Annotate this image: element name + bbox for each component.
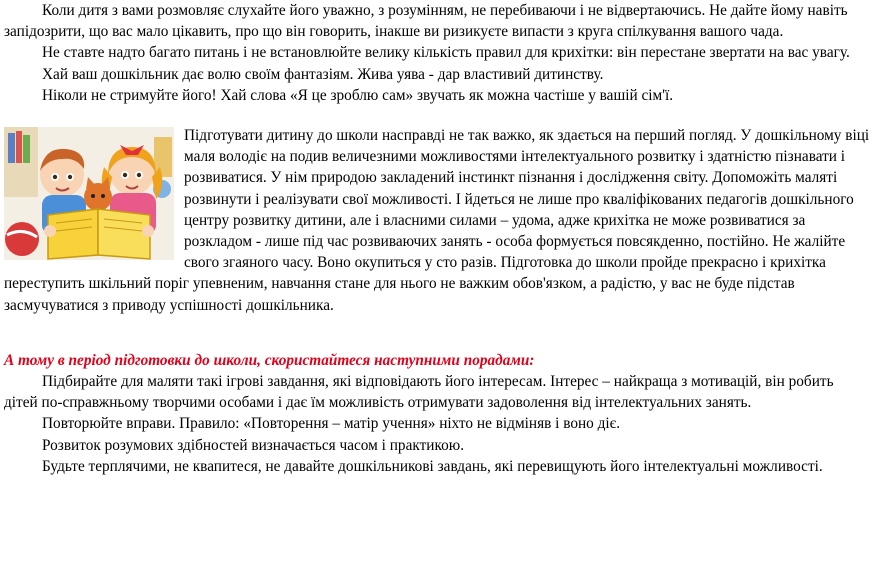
paragraph-never-restrain: Ніколи не стримуйте його! Хай слова «Я це зроблю сам» звучать як можна частіше у вашій сім'ї. (42, 86, 674, 104)
paragraph-preparation: Підготувати дитину до школи насправді не так важко, як здається на перший погляд. У дошкільному віці маля володіє на подив величезними можливостями інтелектуального розвитку і здатністю пізнавати і розвиватися. У нім природою закладений інстинкт пізнання і дослідження світу. Допоможіть маляті розвинути і реалізувати свої можливості. І йдеться не лише про кваліфікованих педагогів дошкільного центру розвитку дитини, але і власними силами – удома, адже крихітка не може розвиватися за розкладом - лише під час розвиваючих занять - особа формується повсякденно, постійно. Не жалійте свого згаяного часу. Воно окупиться у сто разів. Підготовка до школи пройде прекрасно і крихітка переступить шкільний поріг упевненим, навчання стане для нього не важким обов'язком, а радістю, у вас не буде підстав засмучуватися з приводу успішності дошкільника. (4, 127, 870, 314)
tip-patience: Будьте терплячими, не квапитеся, не давайте дошкільникові завдань, які перевищують його інтелектуальні можливості. (42, 457, 823, 475)
tip-repeat: Повторюйте вправи. Правило: «Повторення – матір учення» ніхто не відміняв і воно діє. (42, 415, 621, 433)
tip-practice: Розвиток розумових здібностей визначається часом і практикою. (42, 436, 465, 454)
spacer (4, 106, 870, 125)
paragraph-listen: Коли дитя з вами розмовляє слухайте його уважно, з розумінням, не перебиваючи і не відвертаючись. Не дайте йому навіть запідозрити, що вас мало цікавить, про що він говорить, інакше ви ризикуєте випасти з круга спілкування вашого чада. (4, 2, 848, 41)
tip-interests: Підбирайте для маляти такі ігрові завдання, які відповідають його інтересам. Інтерес – найкраща з мотивацій, він робить дітей по-справжньому творчими особами і дає їм можливість отримувати задоволення від інтелектуальних занять. (4, 373, 834, 412)
section-heading: А тому в період підготовки до школи, скористайтеся наступними порадами: (4, 351, 535, 369)
paragraph-questions: Не ставте надто багато питань і не встановлюйте велику кількість правил для крихітки: він перестане звертати на вас увагу. (42, 44, 850, 62)
children-reading-book-image (4, 127, 174, 260)
document-page (4, 0, 870, 477)
spacer (4, 316, 870, 350)
paragraph-fantasy: Хай ваш дошкільник дає волю своїм фантазіям. Жива уява - дар властивий дитинству. (42, 65, 604, 83)
